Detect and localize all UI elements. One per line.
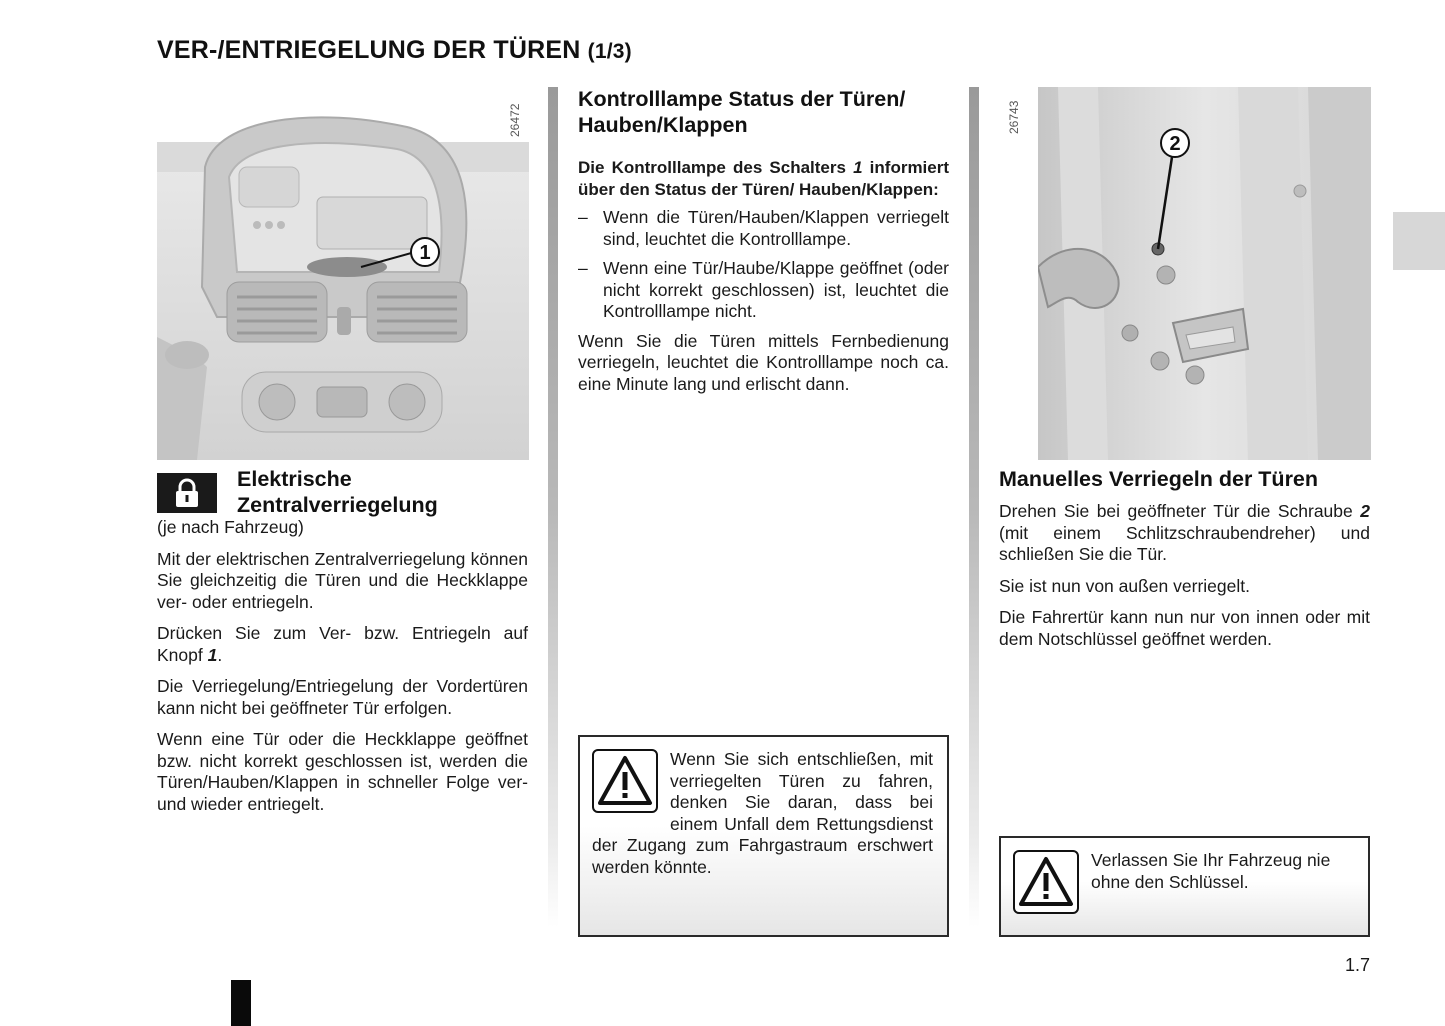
- page-title-text: VER-/ENTRIEGELUNG DER TÜREN: [157, 36, 581, 64]
- central-locking-heading-line2: Zentralverriegelung: [237, 493, 438, 517]
- callout-2: 2: [1169, 133, 1181, 155]
- indicator-intro: Die Kontrolllampe des Schalters 1 informiert über den Status der Türen/ Hauben/Klappen:: [578, 158, 950, 199]
- warning-text-right: Verlassen Sie Ihr Fahrzeug nie ohne den Schlüssel.: [1091, 850, 1331, 892]
- paragraph-turn-screw: Drehen Sie bei geöffneter Tür die Schraube 2 (mit einem Schlitzschraubendreher) und schließen Sie die Tür.: [999, 501, 1370, 564]
- paragraph-front-doors: Die Verriegelung/Entriegelung der Vordertüren kann nicht bei geöffneter Tür erfolgen.: [157, 676, 528, 718]
- padlock-icon: [174, 478, 200, 508]
- door-lock-illustration: [1038, 87, 1371, 460]
- page-title-suffix: (1/3): [587, 40, 632, 63]
- chapter-tab: [1393, 212, 1445, 270]
- column-divider-right: [969, 87, 979, 927]
- warning-triangle-icon: [1018, 856, 1074, 908]
- print-mark: [231, 980, 251, 1026]
- callout-1: 1: [419, 242, 431, 264]
- door-lock-drawing: [1038, 87, 1371, 460]
- warning-icon-frame: [592, 749, 658, 813]
- warning-box-middle: [578, 735, 949, 937]
- paragraph-door-open: Wenn eine Tür oder die Heckklappe geöffnet bzw. nicht korrekt geschlossen ist, werden die Türen/Hauben/Klappen in schneller Folge ver- und wieder entriegelt.: [157, 729, 528, 814]
- paragraph-remote: Wenn Sie die Türen mittels Fernbedienung verriegeln, leuchtet die Kontrolllampe noch ca. eine Minute lang und erlischt dann.: [578, 330, 949, 394]
- column-divider-left: [548, 87, 558, 927]
- paragraph-press-button: Drücken Sie zum Ver- bzw. Entriegeln auf Knopf 1.: [157, 623, 528, 665]
- warning-icon-frame: [1013, 850, 1079, 914]
- vehicle-note: (je nach Fahrzeug): [157, 517, 304, 537]
- page-number: 1.7: [1345, 955, 1371, 975]
- left-column-text: [157, 517, 528, 825]
- middle-column-text: [578, 157, 949, 405]
- manual-locking-heading: Manuelles Verriegeln der Türen: [999, 467, 1319, 491]
- paragraph-locked-outside: Sie ist nun von außen verriegelt.: [999, 575, 1250, 596]
- image-reference-right: 26743: [1007, 100, 1021, 134]
- list-item: – Wenn die Türen/Hauben/Klappen verriegelt sind, leuchtet die Kontrolllampe.: [578, 207, 949, 249]
- dashboard-drawing: [157, 87, 529, 460]
- right-column-text: [999, 501, 1370, 660]
- central-locking-heading-line1: Elektrische: [237, 467, 352, 491]
- paragraph-central-locking: Mit der elektrischen Zentralverriegelung können Sie gleichzeitig die Türen und die Heckklappe ver- oder entriegeln.: [157, 548, 528, 612]
- warning-box-right: [999, 836, 1370, 937]
- central-locking-heading: [237, 466, 537, 518]
- padlock-badge: [157, 473, 217, 513]
- list-item: – Wenn eine Tür/Haube/Klappe geöffnet (oder nicht korrekt geschlossen) ist, leuchtet die Kontrolllampe nicht.: [578, 258, 949, 321]
- page-title: [157, 36, 632, 65]
- warning-text-middle: Wenn Sie sich entschließen, mit verriegelten Türen zu fahren, denken Sie daran, dass bei einem Unfall dem Rettungsdienst der Zugang zum Fahrgastraum erschwert werden könnte.: [592, 749, 933, 877]
- paragraph-driver-door: Die Fahrertür kann nun nur von innen oder mit dem Notschlüssel geöffnet werden.: [999, 607, 1370, 649]
- indicator-heading: Kontrolllampe Status der Türen/ Hauben/Klappen: [578, 87, 906, 137]
- image-reference-left: 26472: [508, 103, 522, 137]
- warning-triangle-icon: [597, 755, 653, 807]
- dashboard-illustration: [157, 87, 529, 460]
